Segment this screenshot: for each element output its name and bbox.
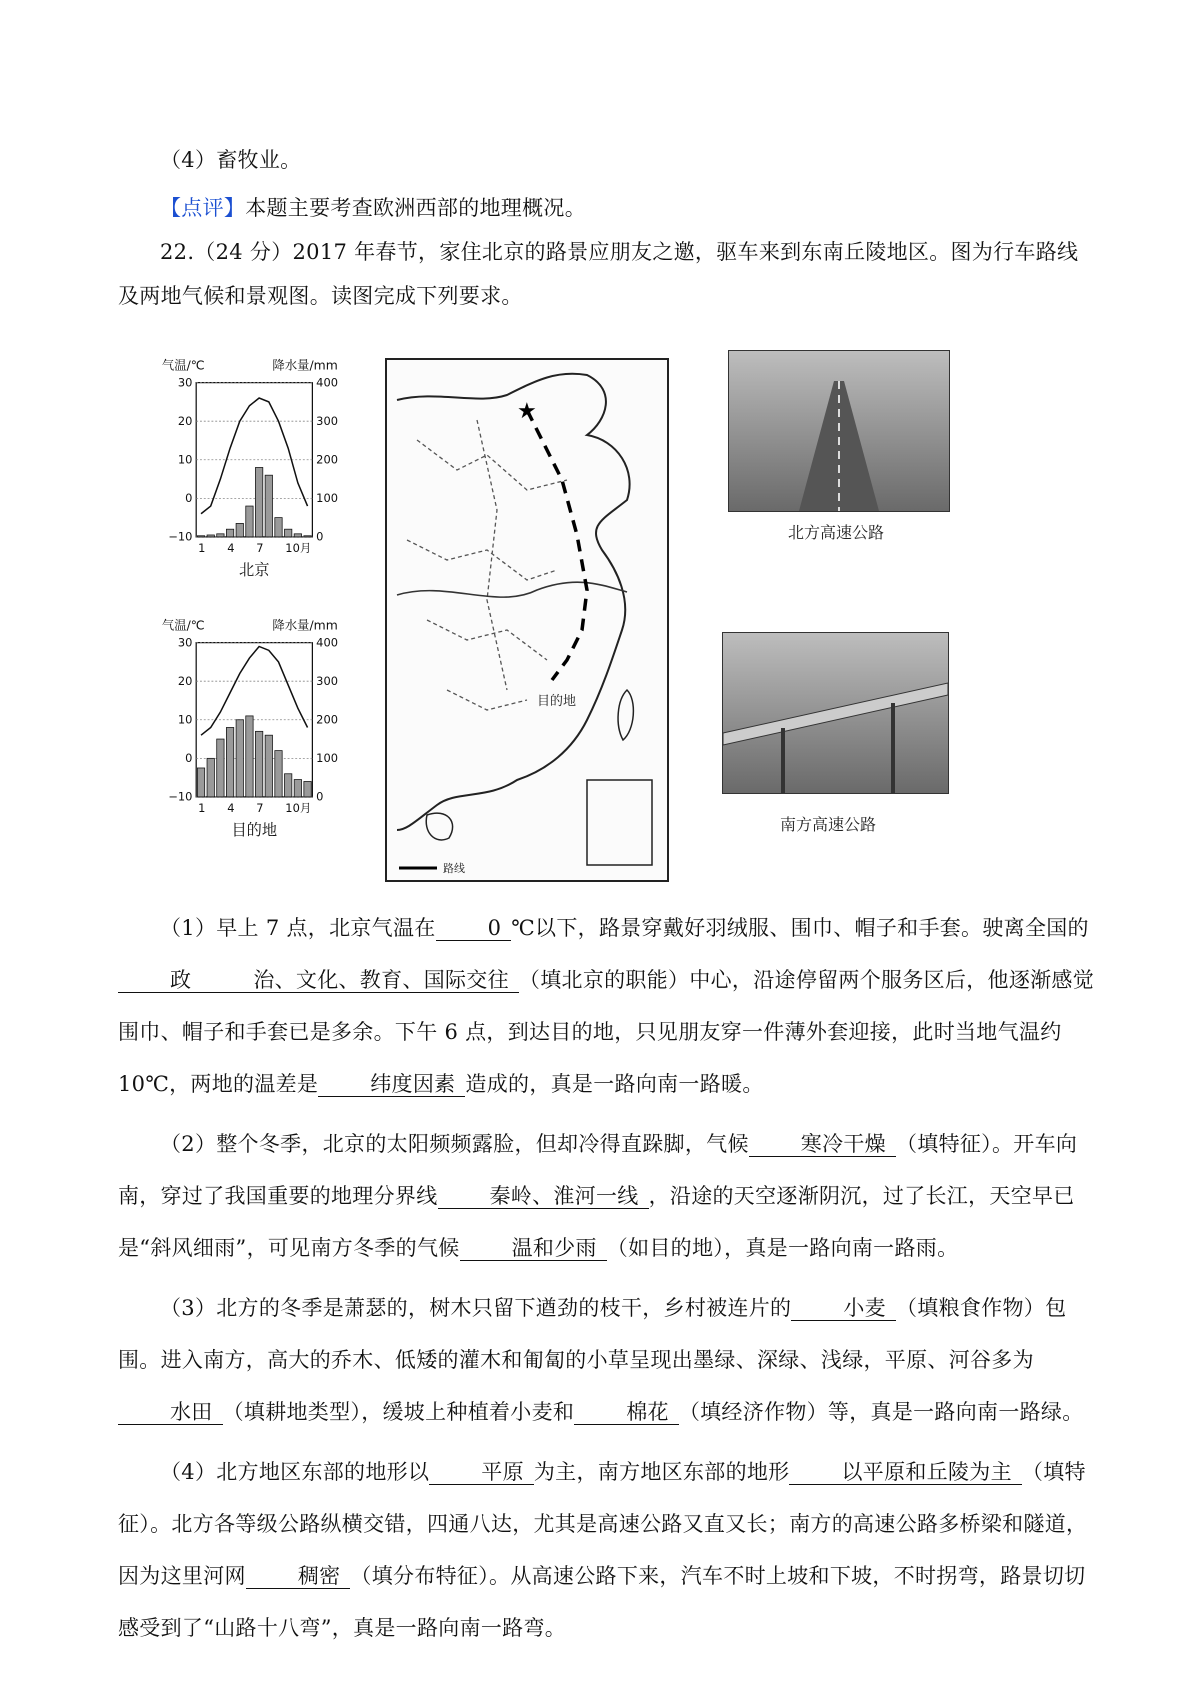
item4-text: （4）畜牧业。 <box>160 148 302 172</box>
precipitation-bar <box>236 720 243 797</box>
p3-answer-1: 小麦 <box>791 1296 896 1321</box>
tick-label-temperature: 20 <box>177 674 193 688</box>
tick-label-precipitation: 0 <box>316 789 324 804</box>
route-map <box>385 358 669 882</box>
question-stem <box>118 230 1098 318</box>
precipitation-bar <box>284 774 291 797</box>
yangtze-river <box>397 582 627 597</box>
temperature-line <box>201 646 308 735</box>
p4-answer-3: 稠密 <box>246 1564 351 1589</box>
tick-label-month: 4 <box>227 541 235 556</box>
tick-label-precipitation: 200 <box>316 452 338 467</box>
province-borders <box>407 420 567 710</box>
p4-text-4: （填分布特征）。从高速公路下来，汽车不时上坡和下坡，不时拐弯，路景切切感受到了“山路十八弯”，真是一路向南一路弯。 <box>118 1564 1086 1640</box>
tick-label-month: 1 <box>198 541 206 556</box>
precipitation-bar <box>207 535 214 537</box>
comment-tag: 【点评】 <box>160 196 246 220</box>
north-highway-caption: 北方高速公路 <box>788 523 885 542</box>
precipitation-bar <box>217 534 224 537</box>
precipitation-bar <box>284 529 291 537</box>
p3-text-4: （填经济作物）等，真是一路向南一路绿。 <box>678 1400 1084 1424</box>
chart-title: 北京 <box>239 561 270 579</box>
tick-label-temperature: 10 <box>177 712 193 727</box>
tick-label-temperature: 0 <box>185 751 193 766</box>
tick-label-month: 10月 <box>285 541 312 556</box>
tick-label-temperature: 30 <box>177 375 193 390</box>
tick-label-month: 1 <box>198 801 206 816</box>
p3-answer-2: 水田 <box>118 1400 223 1425</box>
tick-label-temperature: 30 <box>177 635 193 650</box>
tick-label-precipitation: 300 <box>316 674 338 688</box>
question-text: 2017 年春节，家住北京的路景应朋友之邀，驱车来到东南丘陵地区。图为行车路线及两地气候和景观图。读图完成下列要求。 <box>118 240 1079 308</box>
precipitation-bar <box>265 475 272 537</box>
p2-text-3: ，沿途的天空逐渐阴沉，过了长江，天空早已是“斜风细雨”，可见南方冬季的气候 <box>118 1184 1075 1260</box>
question-number: 22.（24 分） <box>160 240 293 264</box>
precipitation-bar <box>197 768 204 797</box>
p1-answer-2a: 政 <box>118 968 201 993</box>
beijing-climate-chart <box>160 350 360 600</box>
tick-label-month: 7 <box>256 541 264 556</box>
precipitation-bar <box>255 467 262 536</box>
destination-climate-chart <box>160 610 360 860</box>
axis-label-precipitation: 降水量/mm <box>272 618 338 633</box>
answer-part-3 <box>118 1282 1098 1438</box>
precipitation-bar <box>246 716 253 797</box>
precipitation-bar <box>226 529 233 537</box>
p2-text-2: （填特征）。开车向南，穿过了我国重要的地理分界线 <box>118 1132 1078 1208</box>
p2-text-4: （如目的地），真是一路向南一路雨。 <box>606 1236 959 1260</box>
p2-answer-1: 寒冷干燥 <box>749 1132 896 1157</box>
p3-answer-3: 棉花 <box>574 1400 679 1425</box>
tick-label-precipitation: 0 <box>316 529 324 544</box>
precipitation-bar <box>197 536 204 537</box>
south-highway-caption: 南方高速公路 <box>780 815 877 834</box>
tick-label-month: 10月 <box>285 801 312 816</box>
precipitation-bar <box>294 534 301 537</box>
tick-label-temperature: 0 <box>185 491 193 506</box>
precipitation-bar <box>275 518 282 537</box>
chart-title: 目的地 <box>231 821 278 839</box>
precipitation-bar <box>255 731 262 797</box>
p2-answer-3: 温和少雨 <box>460 1236 607 1261</box>
precipitation-bar <box>275 751 282 797</box>
tick-label-temperature: 20 <box>177 414 193 428</box>
tick-label-precipitation: 400 <box>316 635 338 650</box>
p4-text-3: （填特征）。北方各等级公路纵横交错，四通八达，尤其是高速公路又直又长；南方的高速公路多桥梁和隧道，因为这里河网 <box>118 1460 1088 1588</box>
answer-part-2 <box>118 1118 1098 1274</box>
answer-part-4 <box>118 1446 1098 1654</box>
destination-label: 目的地 <box>537 694 577 709</box>
p2-answer-2: 秦岭、淮河一线 <box>438 1184 649 1209</box>
south-sea-inset <box>587 780 652 865</box>
temperature-line <box>201 398 308 514</box>
route-map-drawing <box>387 360 667 880</box>
tick-label-precipitation: 100 <box>316 491 338 506</box>
beijing-star: ★ <box>517 399 537 424</box>
taiwan-island <box>618 690 633 740</box>
question-figure <box>160 350 1060 890</box>
precipitation-bar <box>226 727 233 796</box>
p2-text-1: （2）整个冬季，北京的太阳频频露脸，但却冷得直跺脚，气候 <box>160 1132 749 1156</box>
p1-answer-3: 纬度因素 <box>318 1072 465 1097</box>
precipitation-bar <box>236 523 243 537</box>
precipitation-bar <box>246 506 253 537</box>
precipitation-bar <box>304 781 311 796</box>
p1-text-1: （1）早上 7 点，北京气温在 <box>160 916 436 940</box>
north-highway-photo <box>728 350 950 512</box>
p4-answer-1: 平原 <box>429 1460 534 1485</box>
answer-part-1 <box>118 902 1098 1110</box>
tick-label-precipitation: 100 <box>316 751 338 766</box>
p1-text-3: （填北京的职能）中心，沿途停留两个服务区后，他逐渐感觉围巾、帽子和手套已是多余。下午 6 点，到达目的地，只见朋友穿一件薄外套迎接，此时当地气温约 10℃，两地的温差是 <box>118 968 1095 1096</box>
p1-text-4: 造成的，真是一路向南一路暖。 <box>465 1072 764 1096</box>
tick-label-temperature: −10 <box>168 789 193 804</box>
tick-label-month: 4 <box>227 801 235 816</box>
comment-line <box>118 194 1098 222</box>
p1-answer-2b: 治、文化、教育、国际交往 <box>201 968 519 993</box>
axis-label-temperature: 气温/℃ <box>161 358 205 373</box>
p3-text-1: （3）北方的冬季是萧瑟的，树木只留下遒劲的枝干，乡村被连片的 <box>160 1296 792 1320</box>
p1-answer-1: 0 <box>436 916 512 941</box>
p4-answer-2: 以平原和丘陵为主 <box>789 1460 1021 1485</box>
tick-label-temperature: −10 <box>168 529 193 544</box>
p4-text-1: （4）北方地区东部的地形以 <box>160 1460 430 1484</box>
previous-answer-item4 <box>118 146 1098 174</box>
precipitation-bar <box>294 780 301 797</box>
tick-label-precipitation: 300 <box>316 414 338 428</box>
axis-label-precipitation: 降水量/mm <box>272 358 338 373</box>
precipitation-bar <box>304 536 311 537</box>
axis-label-temperature: 气温/℃ <box>161 618 205 633</box>
legend-label: 路线 <box>443 862 465 875</box>
tick-label-temperature: 10 <box>177 452 193 467</box>
hainan-island <box>426 813 452 840</box>
p3-text-2: （填粮食作物）包围。进入南方，高大的乔木、低矮的灌木和匍匐的小草呈现出墨绿、深绿、浅绿，平原、河谷多为 <box>118 1296 1067 1372</box>
tick-label-precipitation: 200 <box>316 712 338 727</box>
route-line <box>527 410 587 680</box>
precipitation-bar <box>207 758 214 797</box>
precipitation-bar <box>217 739 224 797</box>
p4-text-2: 为主，南方地区东部的地形 <box>533 1460 790 1484</box>
precipitation-bar <box>265 735 272 797</box>
comment-text: 本题主要考查欧洲西部的地理概况。 <box>245 196 587 220</box>
coastline <box>397 374 630 830</box>
tick-label-precipitation: 400 <box>316 375 338 390</box>
p3-text-3: （填耕地类型），缓坡上种植着小麦和 <box>222 1400 575 1424</box>
p1-text-2: ℃以下，路景穿戴好羽绒服、围巾、帽子和手套。驶离全国的 <box>511 916 1089 940</box>
south-highway-photo <box>722 632 949 794</box>
tick-label-month: 7 <box>256 801 264 816</box>
